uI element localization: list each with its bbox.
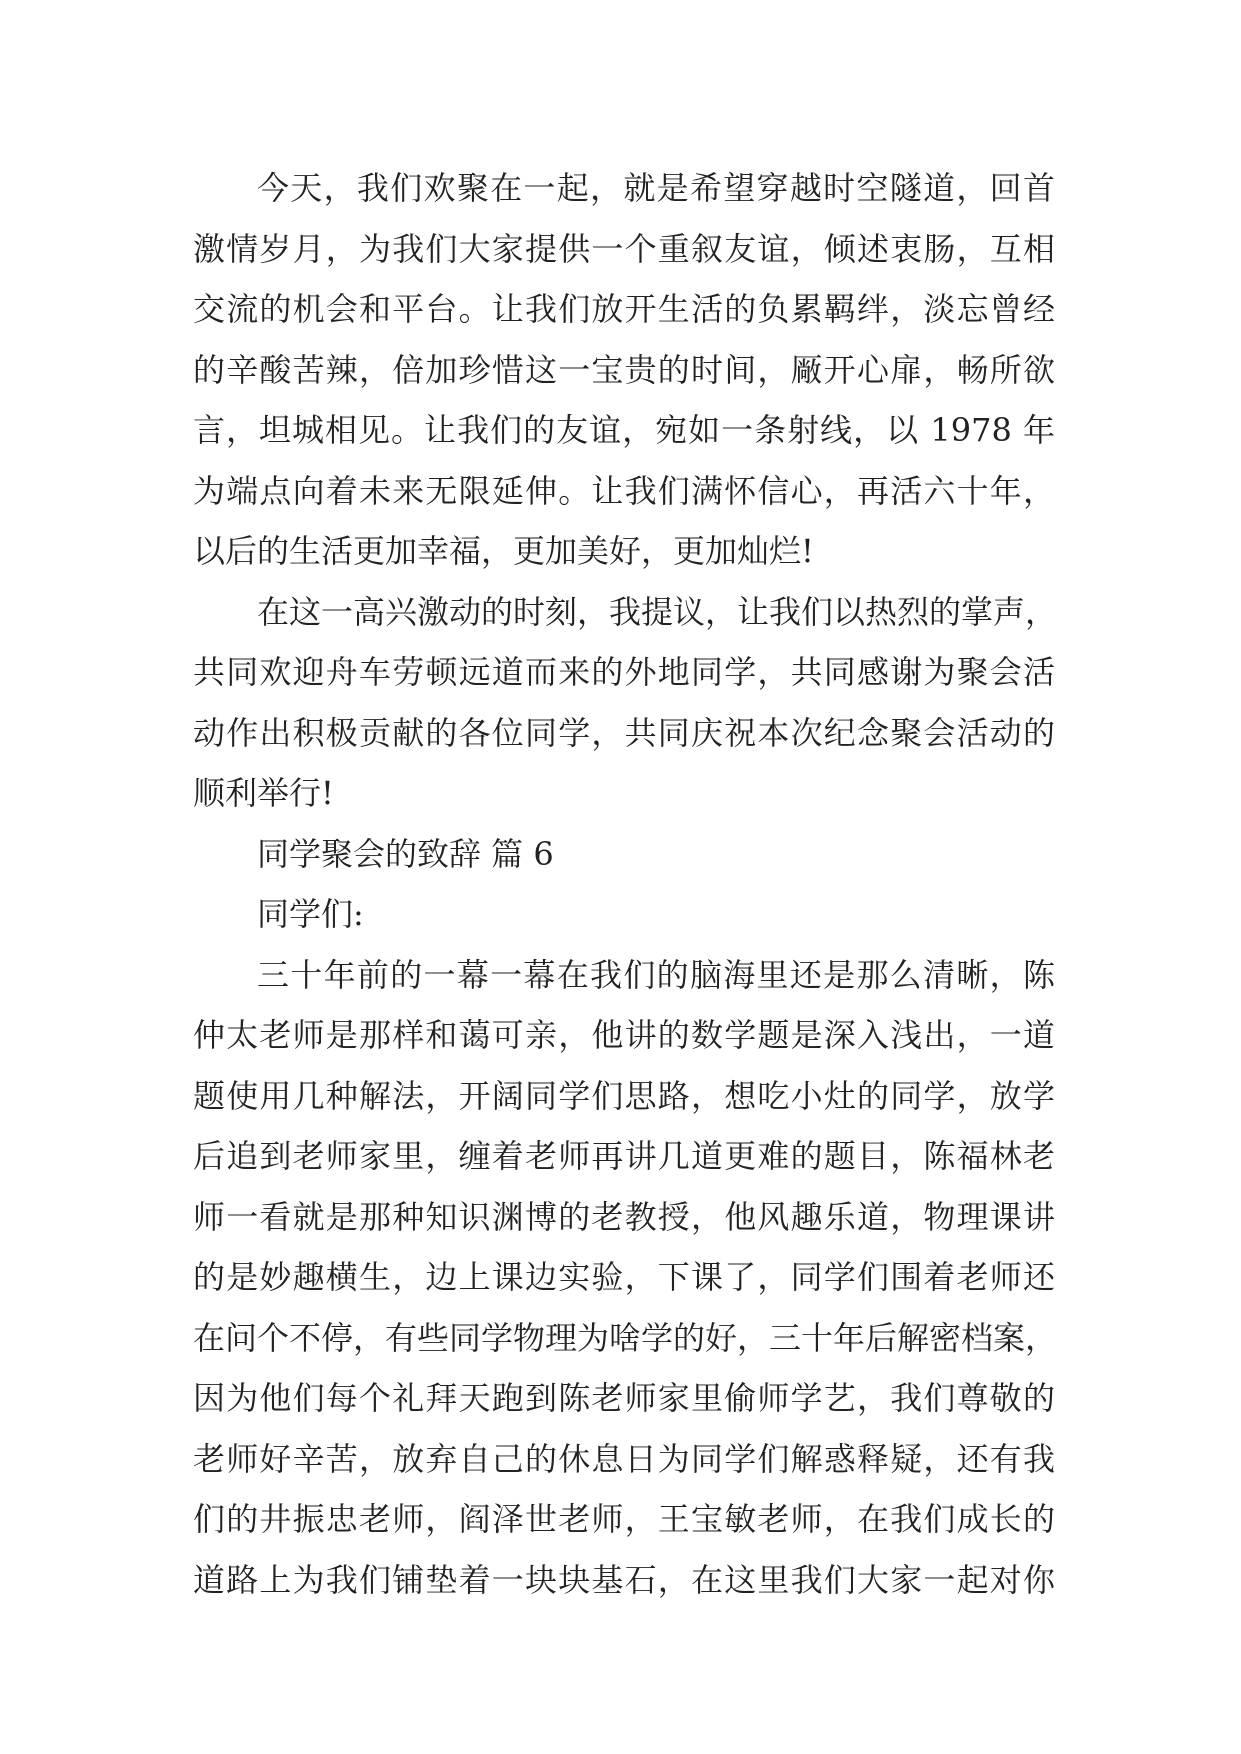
- text-line: 言，坦城相见。让我们的友谊，宛如一条射线，以 1978 年: [193, 411, 1055, 449]
- text-line: 道路上为我们铺垫着一块块基石，在这里我们大家一起对你: [193, 1560, 1055, 1599]
- text-line: 共同欢迎舟车劳顿远道而来的外地同学，共同感谢为聚会活: [193, 653, 1055, 691]
- text-line: 师一看就是那种知识渊博的老教授，他风趣乐道，物理课讲: [193, 1197, 1055, 1236]
- text-line: 的辛酸苦辣，倍加珍惜这一宝贵的时间，厰开心扉，畅所欲: [193, 350, 1055, 389]
- text-line: 老师好辛苦，放弃自己的休息日为同学们解惑释疑，还有我: [193, 1439, 1055, 1478]
- section-heading: 同学聚会的致辞 篇 6: [257, 834, 554, 873]
- salutation: 同学们:: [257, 895, 364, 933]
- text-line: 交流的机会和平台。让我们放开生活的负累羁绊，淡忘曾经: [193, 290, 1055, 328]
- text-line: 激情岁月，为我们大家提供一个重叙友谊，倾述衷肠，互相: [193, 229, 1055, 268]
- text-line: 以后的生活更加幸福，更加美好，更加灿烂!: [193, 532, 814, 570]
- text-line: 在这一高兴激动的时刻，我提议，让我们以热烈的掌声，: [257, 592, 1058, 631]
- text-line: 动作出积极贡献的各位同学，共同庆祝本次纪念聚会活动的: [193, 713, 1055, 752]
- text-line: 后追到老师家里，缠着老师再讲几道更难的题目，陈福林老: [193, 1137, 1055, 1175]
- text-line: 顺利举行!: [193, 774, 334, 812]
- text-line: 的是妙趣横生，边上课边实验，下课了，同学们围着老师还: [193, 1258, 1055, 1296]
- text-line: 仲太老师是那样和蔼可亲，他讲的数学题是深入浅出，一道: [193, 1016, 1055, 1054]
- text-line: 因为他们每个礼拜天跑到陈老师家里偷师学艺，我们尊敬的: [193, 1379, 1055, 1417]
- text-line: 们的井振忠老师，阎泽世老师，王宝敏老师，在我们成长的: [193, 1500, 1055, 1538]
- text-line: 为端点向着未来无限延伸。让我们满怀信心，再活六十年，: [193, 471, 1055, 510]
- text-line: 在问个不停，有些同学物理为啥学的好，三十年后解密档案，: [193, 1318, 1058, 1357]
- document-body: [193, 158, 1058, 1610]
- text-line: 三十年前的一幕一幕在我们的脑海里还是那么清晰，陈: [257, 955, 1055, 994]
- text-line: 题使用几种解法，开阔同学们思路，想吃小灶的同学，放学: [193, 1076, 1055, 1115]
- text-line: 今天，我们欢聚在一起，就是希望穿越时空隧道，回首: [257, 169, 1055, 207]
